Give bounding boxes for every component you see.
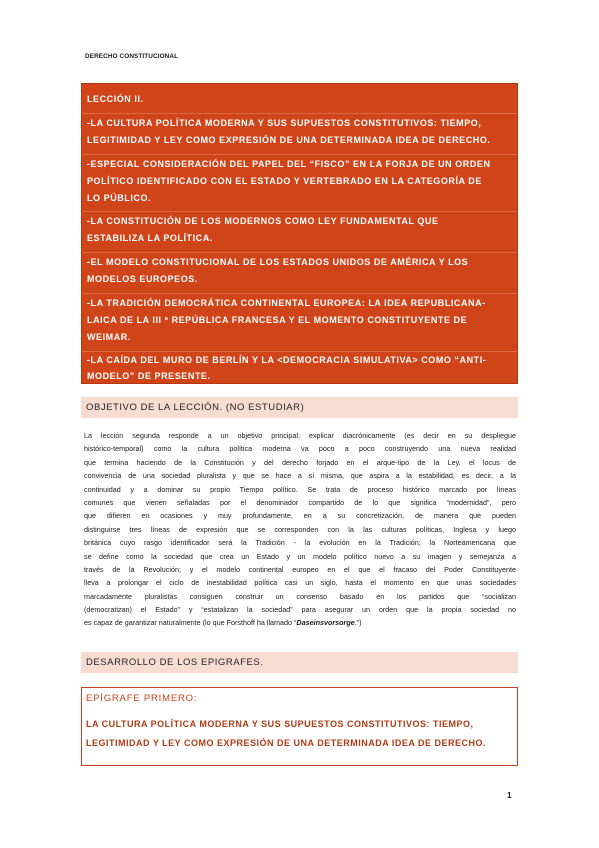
paragraph-line: comunes que vienen señaladas por el denominador compartido de lo que significa “modernidad”, pero xyxy=(84,497,516,507)
lesson-title: LECCIÓN II. xyxy=(87,94,144,104)
lesson-summary-box xyxy=(81,83,518,384)
paragraph-line: lleva a prolongar el ciclo de inestabilidad política casi un siglo, hasta el momento en que unas sociedades xyxy=(84,578,516,588)
divider xyxy=(82,293,517,294)
topic-6-line-1: -LA CAÍDA DEL MURO DE BERLÍN Y LA <DEMOCRACIA SIMULATIVA> COMO “ANTI- xyxy=(87,355,487,365)
divider xyxy=(82,154,517,155)
paragraph-line: convivencia de una sociedad pluralista y que se hace a sí misma, que aspira a la estabilidad, es decir, a la xyxy=(84,471,516,481)
topic-5-line-2: LAICA DE LA III ª REPÚBLICA FRANCESA Y EL MOMENTO CONSTITUYENTE DE xyxy=(87,315,468,325)
paragraph-line: (democratizan) el Estado” y “estatalizan la sociedad” para asegurar un orden que la propia sociedad no xyxy=(84,605,516,615)
page-number: 1 xyxy=(507,791,512,800)
paragraph-line: continuidad y a dominar su propio Tiempo político. Se trata de proceso histórico marcado por líneas xyxy=(84,484,516,494)
topic-2-line-1: -ESPECIAL CONSIDERACIÓN DEL PAPEL DEL “FISCO” EN LA FORJA DE UN ORDEN xyxy=(87,159,491,169)
development-heading: DESARROLLO DE LOS EPIGRAFES. xyxy=(86,657,264,668)
divider xyxy=(82,252,517,253)
development-heading-band xyxy=(81,652,518,673)
topic-1-line-1: -LA CULTURA POLÍTICA MODERNA Y SUS SUPUESTOS CONSTITUTIVOS: TIEMPO, xyxy=(87,118,482,128)
paragraph-line: La lección segunda responde a un objetivo principal: explicar diacrónicamente (es decir en su despliegue xyxy=(84,431,516,440)
topic-5-line-3: WEIMAR. xyxy=(87,332,131,342)
objective-heading: OBJETIVO DE LA LECCIÓN. (NO ESTUDIAR) xyxy=(86,402,305,413)
topic-5-line-1: -LA TRADICIÓN DEMOCRÁTICA CONTINENTAL EUROPEA: LA IDEA REPUBLICANA- xyxy=(87,298,486,308)
topic-2-line-3: LO PÚBLICO. xyxy=(87,193,152,203)
divider xyxy=(82,211,517,212)
last-line-text: es capaz de garantizar naturalmente (lo que Forsthoff ha llamado “ xyxy=(84,618,297,628)
topic-6-line-2: MODELO” DE PRESENTE. xyxy=(87,371,211,381)
topic-2-line-2: POLÍTICO IDENTIFICADO CON EL ESTADO Y VERTEBRADO EN LA CATEGORÍA DE xyxy=(87,176,482,186)
paragraph-line: británica cuyo rasgo identificador será la Tradición - la evolución en la Tradición; la Norteamericana que xyxy=(84,538,516,548)
objective-paragraph xyxy=(84,429,516,630)
divider xyxy=(82,113,517,114)
topic-3-line-2: ESTABILIZA LA POLÍTICA. xyxy=(87,233,213,243)
epigraph-box xyxy=(81,687,518,766)
paragraph-line: que termina haciendo de la Constitución y del derecho forjado en el arque-tipo de la Ley, el locus de xyxy=(84,457,516,467)
topic-4-line-2: MODELOS EUROPEOS. xyxy=(87,274,198,284)
paragraph-line: distinguirse tres líneas de expresión que se corresponden con la las culturas políticas, Inglesa y luego xyxy=(84,524,516,534)
paragraph-line: histórico-temporal) como la cultura política moderna va poco a poco construyendo una nueva realidad xyxy=(84,444,516,454)
epigraph-title-line-1: LA CULTURA POLÍTICA MODERNA Y SUS SUPUESTOS CONSTITUTIVOS: TIEMPO, xyxy=(86,719,474,729)
topic-1-line-2: LEGITIMIDAD Y LEY COMO EXPRESIÓN DE UNA DETERMINADA IDEA DE DERECHO. xyxy=(87,135,491,145)
last-line-end: .”) xyxy=(354,618,362,628)
daseinsvorsorge-term: Daseinsvorsorge xyxy=(296,618,355,628)
paragraph-line: marcadamente pluralistas consiguen construir un consenso basado en los partidos que “socializan xyxy=(84,591,516,601)
topic-3-line-1: -LA CONSTITUCIÓN DE LOS MODERNOS COMO LEY FUNDAMENTAL QUE xyxy=(87,216,439,226)
running-header: DERECHO CONSTITUCIONAL xyxy=(85,53,179,60)
paragraph-last-line xyxy=(84,616,516,629)
paragraph-line: se define como la sociedad que crea un Estado y un modelo político nuevo a su imagen y semejanza a xyxy=(84,551,516,561)
epigraph-title-line-2: LEGITIMIDAD Y LEY COMO EXPRESIÓN DE UNA DETERMINADA IDEA DE DERECHO. xyxy=(86,738,487,748)
topic-4-line-1: -EL MODELO CONSTITUCIONAL DE LOS ESTADOS UNIDOS DE AMÉRICA Y LOS xyxy=(87,257,469,267)
epigraph-label: EPÍGRAFE PRIMERO: xyxy=(86,693,198,704)
paragraph-line: través de la Revolución; y el modelo continental europeo en el que el fracaso del Poder Constituyente xyxy=(84,564,516,574)
objective-heading-band xyxy=(81,397,518,418)
paragraph-line: que difieren en ocasiones y muy profundamente, en a su concretización, de manera que pueden xyxy=(84,511,516,521)
